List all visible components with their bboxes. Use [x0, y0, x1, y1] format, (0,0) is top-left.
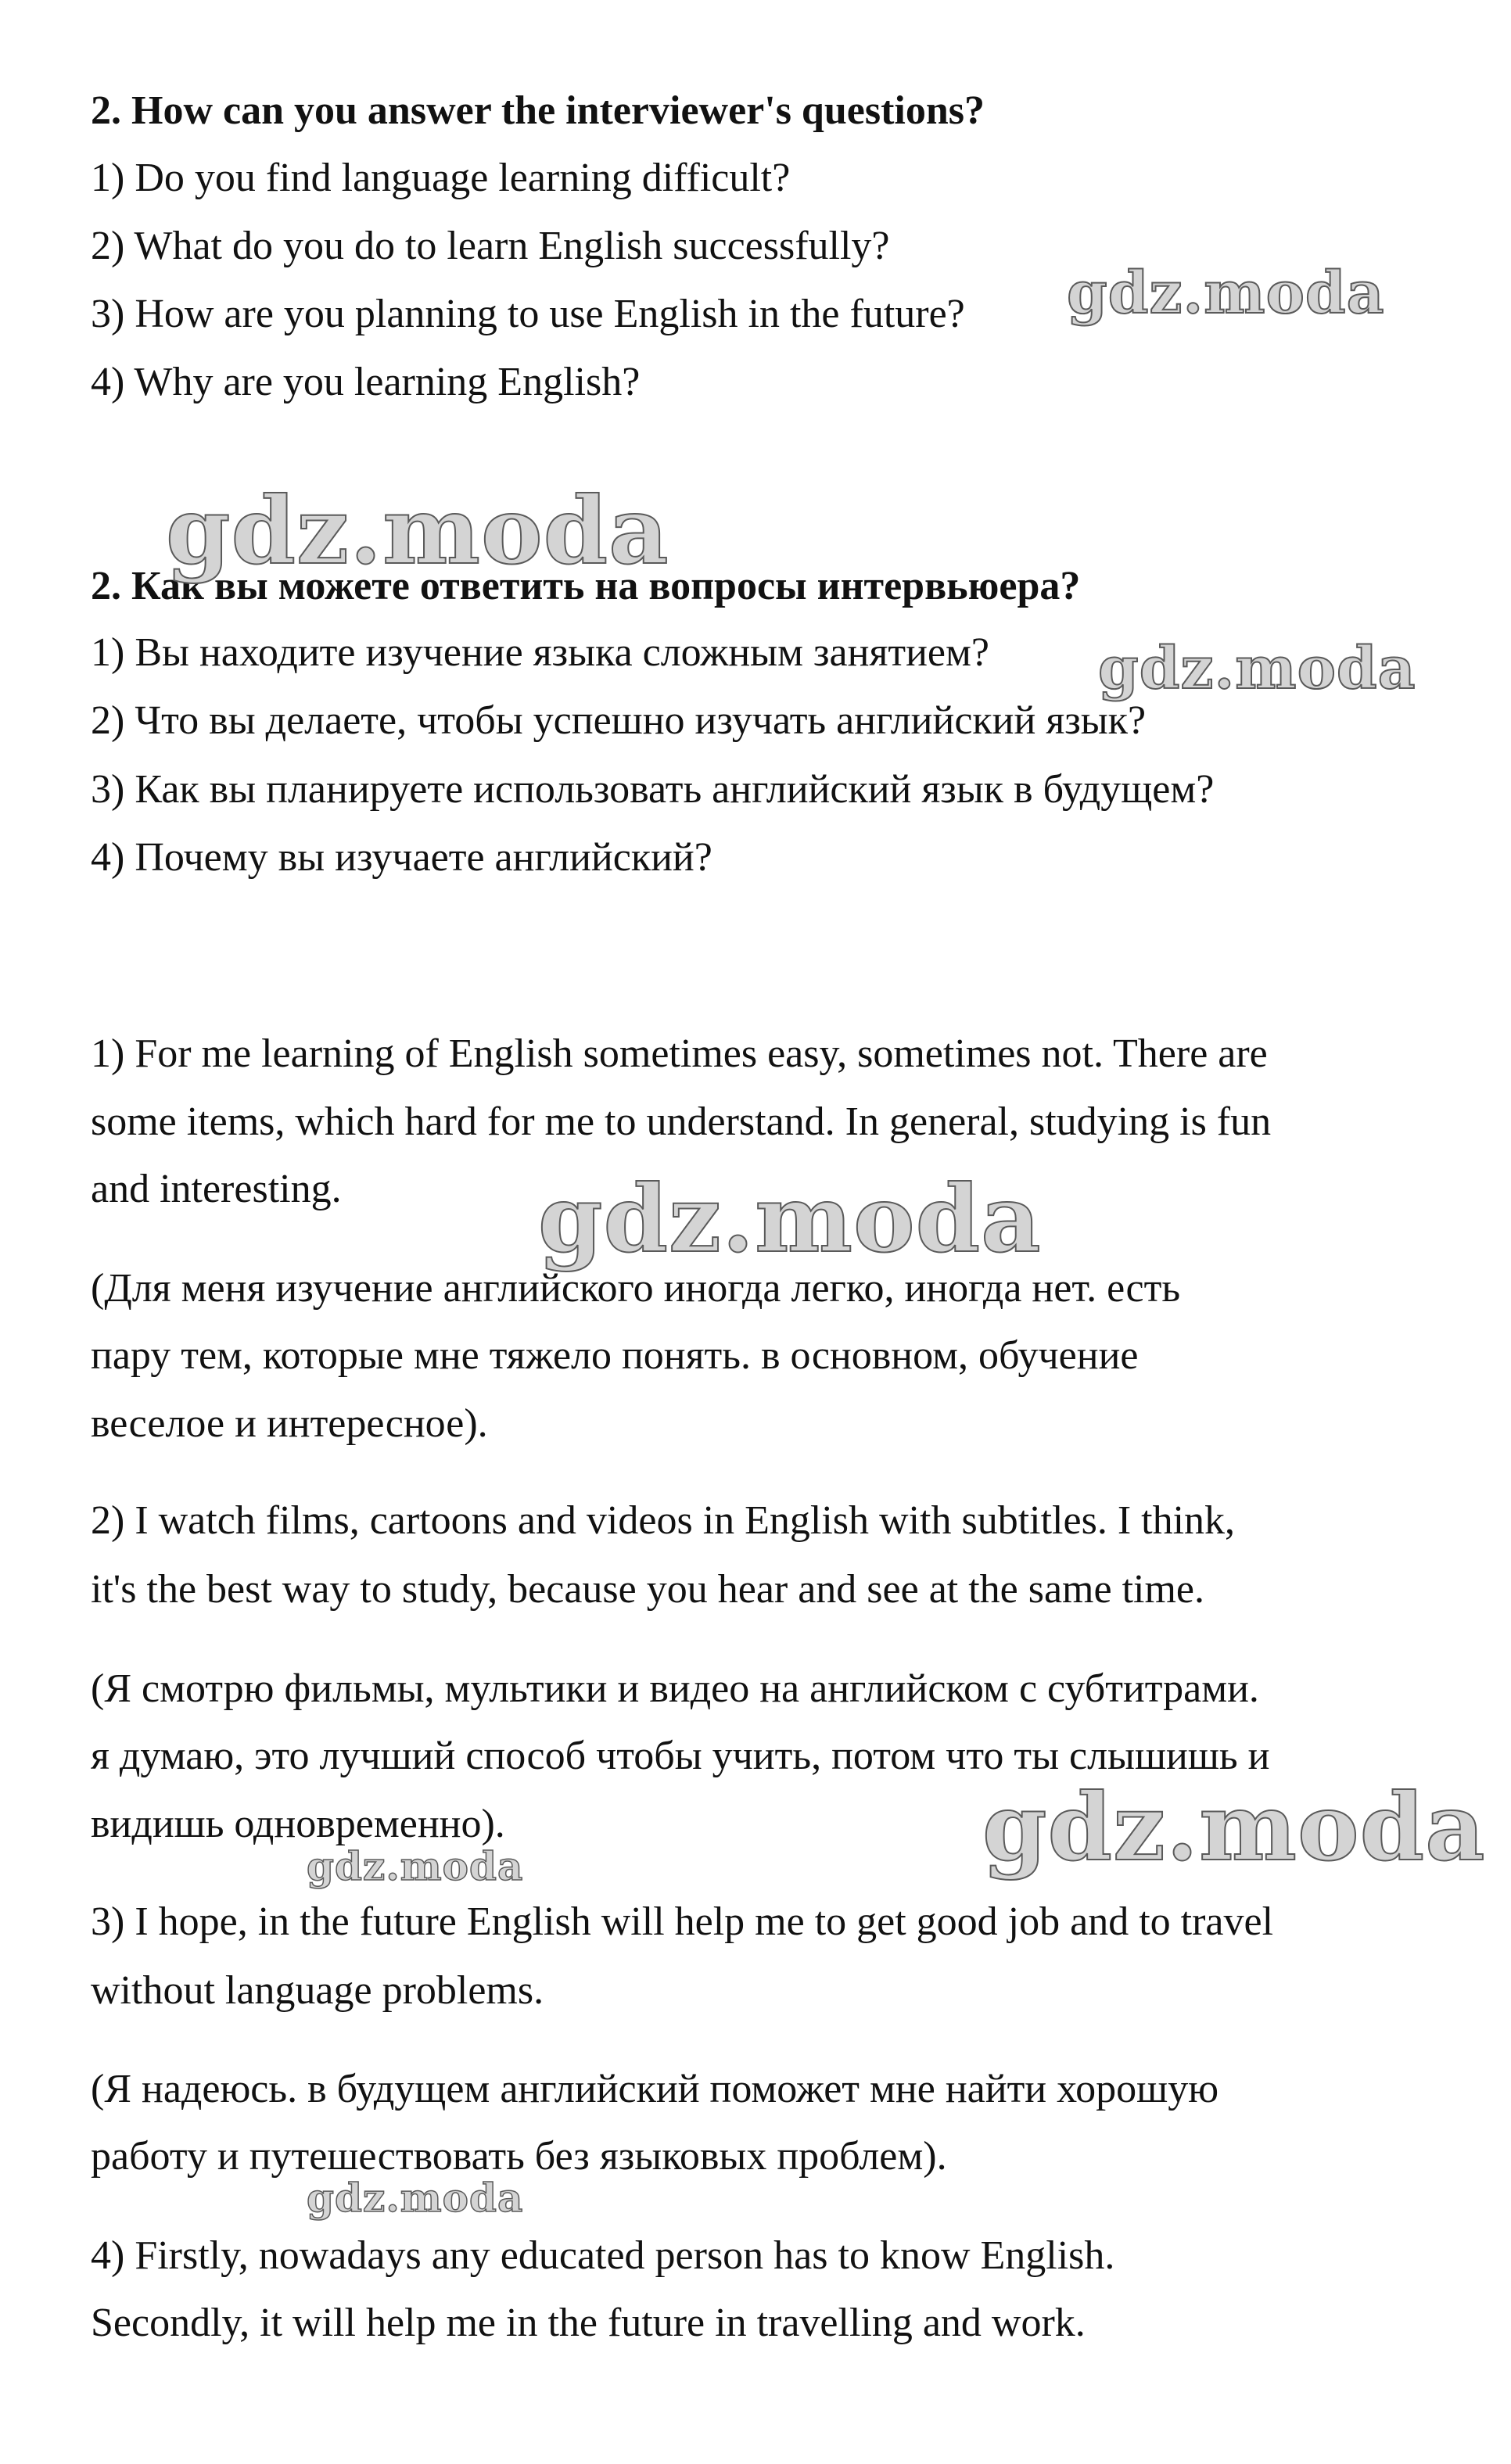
answer-2-russian-line-1: (Я смотрю фильмы, мультики и видео на английском с субтитрами. — [91, 1666, 1259, 1711]
english-question-3: 3) How are you planning to use English in the future? — [91, 292, 965, 336]
watermark-logo: gdz.moda — [1098, 635, 1416, 702]
answer-1-english-line-1: 1) For me learning of English sometimes easy, sometimes not. There are — [91, 1031, 1268, 1076]
answer-3-russian-line-2: работу и путешествовать без языковых проблем). — [91, 2134, 947, 2179]
answer-1-english-line-2: some items, which hard for me to understand. In general, studying is fun — [91, 1099, 1272, 1144]
answer-4-english-line-2: Secondly, it will help me in the future in travelling and work. — [91, 2301, 1086, 2345]
watermark-logo: gdz.moda — [1067, 260, 1385, 327]
watermark-logo: gdz.moda — [307, 1843, 524, 1889]
answer-3-russian-line-1: (Я надеюсь. в будущем английский поможет мне найти хорошую — [91, 2067, 1219, 2111]
watermark-logo: gdz.moda — [982, 1773, 1486, 1881]
answer-2-russian-line-2: я думаю, это лучший способ чтобы учить, потом что ты слышишь и — [91, 1734, 1270, 1778]
answer-2-russian-line-3: видишь одновременно). — [91, 1802, 505, 1846]
english-question-4: 4) Why are you learning English? — [91, 360, 641, 404]
russian-questions-title: 2. Как вы можете ответить на вопросы интервьюера? — [91, 564, 1081, 608]
russian-question-2: 2) Что вы делаете, чтобы успешно изучать английский язык? — [91, 698, 1147, 743]
russian-question-3: 3) Как вы планируете использовать английский язык в будущем? — [91, 767, 1215, 812]
watermark-logo: gdz.moda — [166, 476, 669, 585]
watermark-logo: gdz.moda — [538, 1164, 1042, 1273]
russian-question-4: 4) Почему вы изучаете английский? — [91, 835, 712, 880]
answer-1-russian-line-3: веселое и интересное). — [91, 1401, 488, 1446]
answer-3-english-line-1: 3) I hope, in the future English will help me to get good job and to travel — [91, 1899, 1274, 1944]
answer-3-english-line-2: without language problems. — [91, 1968, 544, 2013]
answer-4-english-line-1: 4) Firstly, nowadays any educated person has to know English. — [91, 2233, 1115, 2278]
answer-2-english-line-2: it's the best way to study, because you hear and see at the same time. — [91, 1567, 1205, 1612]
watermark-logo: gdz.moda — [307, 2175, 524, 2221]
answer-1-russian-line-2: пару тем, которые мне тяжело понять. в основном, обучение — [91, 1333, 1139, 1378]
english-questions-title: 2. How can you answer the interviewer's questions? — [91, 88, 985, 133]
answer-1-english-line-3: and interesting. — [91, 1167, 342, 1211]
russian-question-1: 1) Вы находите изучение языка сложным занятием? — [91, 630, 989, 675]
answer-1-russian-line-1: (Для меня изучение английского иногда легко, иногда нет. есть — [91, 1266, 1181, 1311]
english-question-1: 1) Do you find language learning difficult? — [91, 156, 791, 200]
answer-2-english-line-1: 2) I watch films, cartoons and videos in English with subtitles. I think, — [91, 1498, 1236, 1543]
english-question-2: 2) What do you do to learn English successfully? — [91, 224, 890, 268]
